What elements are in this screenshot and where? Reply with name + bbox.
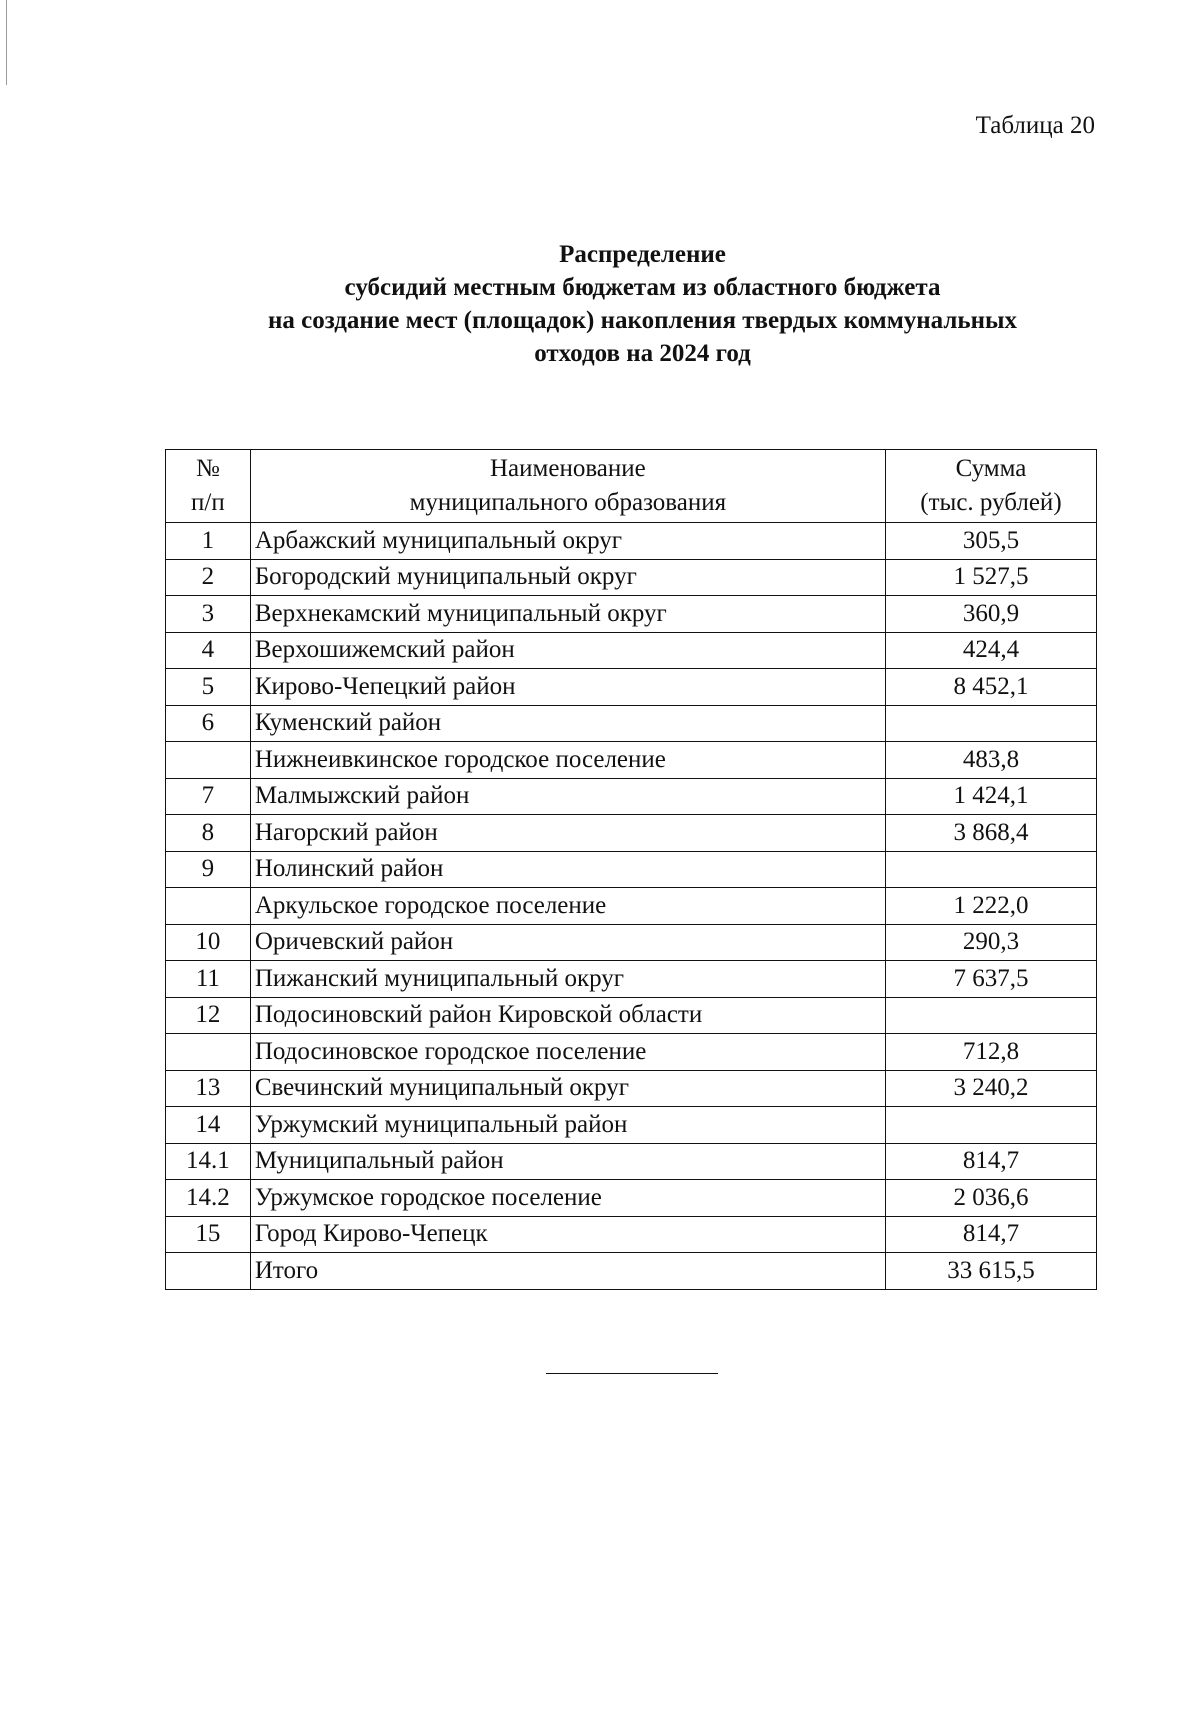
total-sum: 33 615,5 (885, 1253, 1096, 1290)
header-number-line-1: № (195, 455, 220, 482)
row-number: 11 (166, 961, 251, 998)
table-number-label: Таблица 20 (975, 112, 1095, 139)
row-name: Подосиновское городское поселение (250, 1034, 885, 1071)
row-number: 8 (166, 815, 251, 852)
row-sum: 305,5 (885, 523, 1096, 560)
scan-edge-line (6, 0, 7, 85)
document-title (150, 238, 1135, 370)
title-line-4: отходов на 2024 год (534, 340, 751, 367)
subsidy-allocation-table (165, 449, 1097, 1290)
table-row (166, 1143, 1097, 1180)
header-sum-line-1: Сумма (955, 455, 1027, 482)
row-number: 13 (166, 1070, 251, 1107)
row-sum: 483,8 (885, 742, 1096, 779)
row-name: Оричевский район (250, 924, 885, 961)
row-sum: 3 240,2 (885, 1070, 1096, 1107)
row-sum (885, 851, 1096, 888)
header-sum-line-2: (тыс. рублей) (920, 489, 1062, 516)
row-number: 1 (166, 523, 251, 560)
table-header-row (166, 450, 1097, 523)
row-number: 6 (166, 705, 251, 742)
table-row (166, 778, 1097, 815)
table-row (166, 1070, 1097, 1107)
row-name: Нолинский район (250, 851, 885, 888)
row-sum: 3 868,4 (885, 815, 1096, 852)
row-number (166, 1034, 251, 1071)
row-name: Пижанский муниципальный округ (250, 961, 885, 998)
row-name: Уржумское городское поселение (250, 1180, 885, 1217)
row-number: 2 (166, 559, 251, 596)
row-sum: 7 637,5 (885, 961, 1096, 998)
row-sum: 1 527,5 (885, 559, 1096, 596)
row-name: Куменский район (250, 705, 885, 742)
row-name: Арбажский муниципальный округ (250, 523, 885, 560)
row-sum: 814,7 (885, 1143, 1096, 1180)
row-name: Уржумский муниципальный район (250, 1107, 885, 1144)
row-name: Верхнекамский муниципальный округ (250, 596, 885, 633)
row-name: Свечинский муниципальный округ (250, 1070, 885, 1107)
table-row (166, 851, 1097, 888)
row-name: Кирово-Чепецкий район (250, 669, 885, 706)
table-row (166, 1216, 1097, 1253)
row-number: 10 (166, 924, 251, 961)
header-number-line-2: п/п (191, 489, 225, 516)
row-name: Богородский муниципальный округ (250, 559, 885, 596)
title-line-1: Распределение (559, 241, 726, 268)
row-name: Нижнеивкинское городское поселение (250, 742, 885, 779)
row-number: 3 (166, 596, 251, 633)
table-row (166, 705, 1097, 742)
table-row (166, 997, 1097, 1034)
row-sum: 2 036,6 (885, 1180, 1096, 1217)
title-line-2: субсидий местным бюджетам из областного бюджета (344, 274, 941, 301)
row-number: 15 (166, 1216, 251, 1253)
table-row (166, 632, 1097, 669)
row-name: Город Кирово-Чепецк (250, 1216, 885, 1253)
row-number: 14.2 (166, 1180, 251, 1217)
table-row (166, 961, 1097, 998)
row-sum: 290,3 (885, 924, 1096, 961)
title-line-3: на создание мест (площадок) накопления твердых коммунальных (267, 307, 1018, 334)
table-row (166, 1180, 1097, 1217)
total-number (166, 1253, 251, 1290)
row-number (166, 742, 251, 779)
table-total-row (166, 1253, 1097, 1290)
end-of-table-rule (546, 1373, 718, 1374)
row-name: Нагорский район (250, 815, 885, 852)
row-number: 4 (166, 632, 251, 669)
table-row (166, 596, 1097, 633)
row-sum (885, 1107, 1096, 1144)
row-sum: 360,9 (885, 596, 1096, 633)
row-number: 7 (166, 778, 251, 815)
table-row (166, 1034, 1097, 1071)
total-label: Итого (250, 1253, 885, 1290)
row-sum: 424,4 (885, 632, 1096, 669)
row-sum (885, 997, 1096, 1034)
row-number: 12 (166, 997, 251, 1034)
row-number: 5 (166, 669, 251, 706)
row-sum (885, 705, 1096, 742)
table-row (166, 523, 1097, 560)
row-number: 14.1 (166, 1143, 251, 1180)
row-name: Муниципальный район (250, 1143, 885, 1180)
header-number (166, 450, 251, 523)
header-name (250, 450, 885, 523)
table-row (166, 669, 1097, 706)
table-row (166, 924, 1097, 961)
header-name-line-2: муниципального образования (409, 489, 727, 516)
header-sum (885, 450, 1096, 523)
header-name-line-1: Наименование (490, 455, 646, 482)
row-number: 9 (166, 851, 251, 888)
row-sum: 814,7 (885, 1216, 1096, 1253)
table-row (166, 815, 1097, 852)
table-row (166, 1107, 1097, 1144)
row-sum: 8 452,1 (885, 669, 1096, 706)
table-row (166, 888, 1097, 925)
row-sum: 1 222,0 (885, 888, 1096, 925)
row-number (166, 888, 251, 925)
table-row (166, 559, 1097, 596)
row-sum: 1 424,1 (885, 778, 1096, 815)
row-name: Аркульское городское поселение (250, 888, 885, 925)
row-sum: 712,8 (885, 1034, 1096, 1071)
row-name: Верхошижемский район (250, 632, 885, 669)
table-row (166, 742, 1097, 779)
row-number: 14 (166, 1107, 251, 1144)
row-name: Подосиновский район Кировской области (250, 997, 885, 1034)
row-name: Малмыжский район (250, 778, 885, 815)
